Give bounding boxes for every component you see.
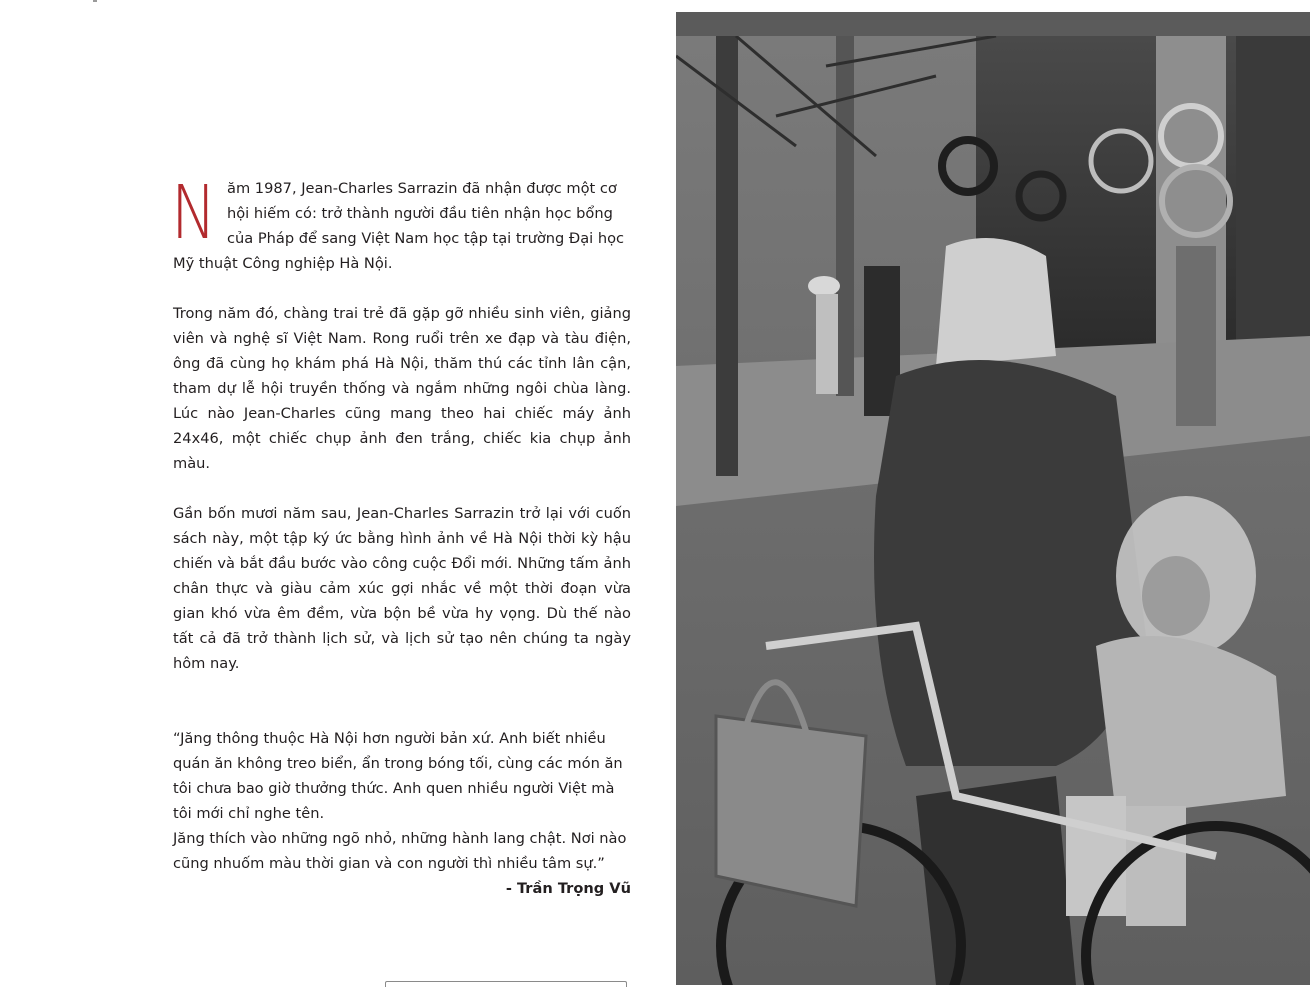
bottom-frame-stub (385, 981, 627, 987)
street-photo (676, 12, 1310, 985)
quote-author: - Trần Trọng Vũ (505, 880, 631, 897)
page-edge-mark (93, 0, 97, 2)
quote-block (173, 726, 631, 901)
body-paragraph-2: Trong năm đó, chàng trai trẻ đã gặp gỡ nhiều sinh viên, giảng viên và nghệ sĩ Việt Nam. Rong ruổi trên xe đạp và tàu điện, ông đã cùng họ khám phá Hà Nội, thăm thú các tỉnh lân cận, tham dự lễ hội truyền thống và ngắm những ngôi chùa làng. Lúc nào Jean-Charles cũng mang theo hai chiếc máy ảnh 24x46, một chiếc chụp ảnh đen trắng, chiếc kia chụp ảnh màu. (173, 305, 631, 472)
article-text-column (171, 170, 631, 901)
drop-cap: N (171, 170, 217, 256)
street-photo-illustration (676, 36, 1310, 985)
body-paragraph-3: Gần bốn mươi năm sau, Jean-Charles Sarrazin trở lại với cuốn sách này, một tập ký ức bằng hình ảnh về Hà Nội thời kỳ hậu chiến và bắt đầu bước vào công cuộc Đổi mới. Những tấm ảnh chân thực và giàu cảm xúc gợi nhắc về một thời đoạn vừa gian khó vừa êm đềm, vừa bộn bề vừa hy vọng. Dù thế nào tất cả đã trở thành lịch sử, và lịch sử tạo nên chúng ta ngày hôm nay. (173, 505, 631, 672)
quote-line-2: Jăng thích vào những ngõ nhỏ, những hành lang chật. Nơi nào cũng nhuốm màu thời gian và con người thì nhiều tâm sự.” (173, 830, 627, 872)
intro-paragraph-text: ăm 1987, Jean-Charles Sarrazin đã nhận được một cơ hội hiếm có: trở thành người đầu tiên nhận học bổng của Pháp để sang Việt Nam học tập tại trường Đại học Mỹ thuật Công nghiệp Hà Nội. (173, 180, 625, 272)
quote-line-1: “Jăng thông thuộc Hà Nội hơn người bản xứ. Anh biết nhiều quán ăn không treo biển, ẩn trong bóng tối, cùng các món ăn tôi chưa bao giờ thưởng thức. Anh quen nhiều người Việt mà tôi mới chỉ nghe tên. (173, 730, 623, 822)
intro-paragraph (171, 170, 631, 276)
